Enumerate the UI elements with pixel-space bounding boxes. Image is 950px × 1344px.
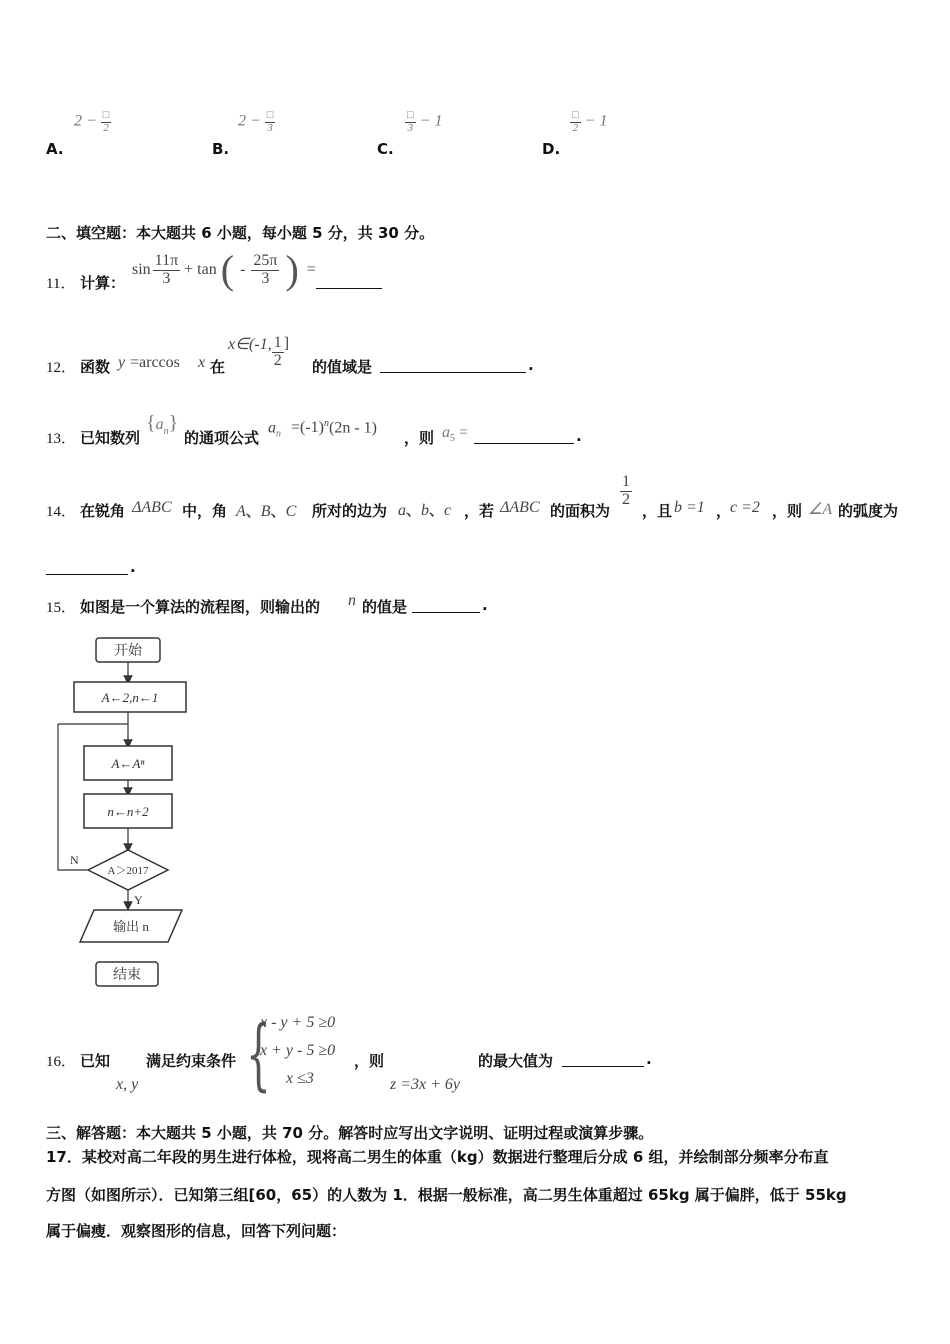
q12-text-2: 在 <box>210 358 226 376</box>
q14-comma: ， <box>716 502 732 520</box>
flowchart-yes-label: Y <box>134 893 143 907</box>
q14-angle: ∠A <box>808 501 833 518</box>
q15-n: n <box>348 592 356 609</box>
q16-text-1: 已知 <box>80 1052 111 1070</box>
choice-a-label: A. <box>46 140 64 158</box>
q12-domain: x∈(-1, $\frac{1}{2}$ ] <box>228 333 290 369</box>
flowchart <box>48 628 208 998</box>
section2-heading: 二、填空题：本大题共 6 小题，每小题 5 分，共 30 分。 <box>46 224 435 242</box>
q14-angles: A、B、C <box>236 502 297 520</box>
q14-text-6: ，且 <box>642 502 673 520</box>
q17-line-1: 17．某校对高二年段的男生进行体检，现将高二男生的体重（kg）数据进行整理后分成 6 组，并绘制部分频率分布直 <box>46 1148 829 1166</box>
choice-b-fraction: $\frac{□}{3}$ <box>266 109 274 134</box>
q11-fraction-1: $\frac{11\pi}{3}$ <box>154 251 179 287</box>
q12-answer-blank[interactable] <box>380 358 526 373</box>
q14-c-value: c =2 <box>730 499 760 516</box>
q13-answer-blank[interactable] <box>474 429 574 444</box>
question-16 <box>46 1010 746 1098</box>
q13-text-2: 的通项公式 <box>184 429 260 447</box>
q14-number: 14． <box>46 504 77 520</box>
flowchart-increment-node <box>84 794 172 828</box>
q16-text-2: 满足约束条件 <box>146 1052 237 1070</box>
question-14 <box>46 472 916 582</box>
q14-fraction: $\frac{1}{2}$ <box>622 473 630 508</box>
q14-answer-blank[interactable] <box>46 560 128 575</box>
q12-text-1: 函数 <box>80 358 111 376</box>
q16-answer-blank[interactable] <box>562 1052 644 1067</box>
choice-c-fraction: $\frac{□}{3}$ <box>407 109 414 134</box>
q11-number: 11． <box>46 276 76 292</box>
q13-end: . <box>576 427 582 445</box>
q16-constraint-1: x - y + 5 ≥0 <box>260 1014 336 1031</box>
q11-fraction-2: $\frac{25\pi}{3}$ <box>253 251 278 287</box>
q15-number: 15． <box>46 600 77 616</box>
q14-triangle-2: ΔABC <box>500 499 540 516</box>
q17-line-2: 方图（如图所示）．已知第三组[60，65）的人数为 1．根据一般标准，高二男生体重超过 65kg 属于偏胖，低于 55kg <box>46 1186 847 1204</box>
q16-constraint-3: x ≤3 <box>286 1070 314 1087</box>
flowchart-init-label: A←2,n←1 <box>101 690 159 705</box>
flowchart-output-label: 输出 n <box>113 919 149 934</box>
flowchart-condition-label: A＞2017 <box>107 865 149 877</box>
flowchart-condition-node <box>88 850 168 890</box>
q11-answer-blank[interactable] <box>316 274 382 289</box>
q13-text-1: 已知数列 <box>80 429 141 447</box>
q13-formula: $a_n =(-1)^n(2n - 1)$ <box>268 418 377 440</box>
choice-c-label: C. <box>377 140 394 158</box>
choice-b-expr: 2 − $\frac{□}{3}$ <box>238 109 274 134</box>
q16-text-4: 的最大值为 <box>478 1052 554 1070</box>
flowchart-assign-node <box>84 746 172 780</box>
q12-text-3: 的值域是 <box>312 358 373 376</box>
q16-end: . <box>646 1050 652 1068</box>
choice-b-label: B. <box>212 140 230 158</box>
q16-vars: x, y <box>116 1076 139 1093</box>
flowchart-start-label: 开始 <box>114 644 142 659</box>
q12-x: x <box>198 354 206 371</box>
q12-arccos: =arccos <box>130 354 180 371</box>
q14-triangle: ΔABC <box>132 499 172 516</box>
choice-a-expr: 2 − $\frac{□}{2}$ <box>74 109 110 134</box>
q12-y: y <box>118 354 126 371</box>
q11-left-paren: ( <box>220 247 235 292</box>
q14-text-1: 在锐角 <box>80 502 126 520</box>
q13-number: 13． <box>46 431 77 447</box>
q16-brace: { <box>246 1010 271 1100</box>
section3-heading: 三、解答题：本大题共 5 小题，共 70 分。解答时应写出文字说明、证明过程或演算步骤。 <box>46 1124 654 1142</box>
q13-text-3: ，则 <box>404 429 435 447</box>
choice-d-label: D. <box>542 140 561 158</box>
q11-expression: sin $\frac{11\pi}{3}$ + tan ( - $\frac{25\pi}{3}$ ) = <box>132 247 316 292</box>
flowchart-end-node <box>96 962 158 986</box>
q14-end: . <box>130 558 136 576</box>
q11-right-paren: ) <box>285 247 299 292</box>
q12-end: . <box>528 356 534 374</box>
q14-text-2: 中，角 <box>182 502 228 520</box>
q13-a5: $a_5$ = <box>442 424 469 445</box>
q14-text-8: 的弧度为 <box>838 502 899 520</box>
q16-number: 16． <box>46 1054 77 1070</box>
q16-constraint-2: x + y - 5 ≥0 <box>260 1042 336 1059</box>
q14-sides: a、b、c <box>398 501 452 519</box>
flowchart-start-node <box>96 638 160 662</box>
q12-fraction: $\frac{1}{2}$ <box>273 333 282 369</box>
flowchart-init-node <box>74 682 186 712</box>
q14-text-4: ，若 <box>464 502 495 520</box>
choice-d-expr: $\frac{□}{2}$ − 1 <box>572 109 608 134</box>
flowchart-increment-label: n←n+2 <box>107 804 149 819</box>
q15-text-1: 如图是一个算法的流程图，则输出的 <box>80 598 321 616</box>
q16-text-3: ，则 <box>354 1052 385 1070</box>
q16-objective: z =3x + 6y <box>390 1076 461 1093</box>
q12-number: 12． <box>46 360 77 376</box>
q17-line-3: 属于偏瘦．观察图形的信息，回答下列问题： <box>46 1222 347 1240</box>
flowchart-assign-label: A←Aⁿ <box>111 756 145 771</box>
q11-text: 计算： <box>80 274 126 292</box>
q14-text-3: 所对的边为 <box>312 502 388 520</box>
q13-sequence: $\{a_n\}$ <box>146 412 179 437</box>
q14-text-5: 的面积为 <box>550 502 611 520</box>
flowchart-no-label: N <box>70 853 79 867</box>
flowchart-end-label: 结束 <box>113 968 141 983</box>
q14-b-value: b =1 <box>674 499 705 516</box>
choice-a-fraction: $\frac{□}{2}$ <box>102 109 110 134</box>
choice-c-expr: $\frac{□}{3}$ − 1 <box>407 109 443 134</box>
q14-text-7: ，则 <box>772 502 803 520</box>
q15-text-2: 的值是 <box>362 598 408 616</box>
choice-d-fraction: $\frac{□}{2}$ <box>572 109 579 134</box>
q15-end: . <box>482 596 488 614</box>
q15-answer-blank[interactable] <box>412 598 480 613</box>
flowchart-output-node <box>80 910 182 942</box>
